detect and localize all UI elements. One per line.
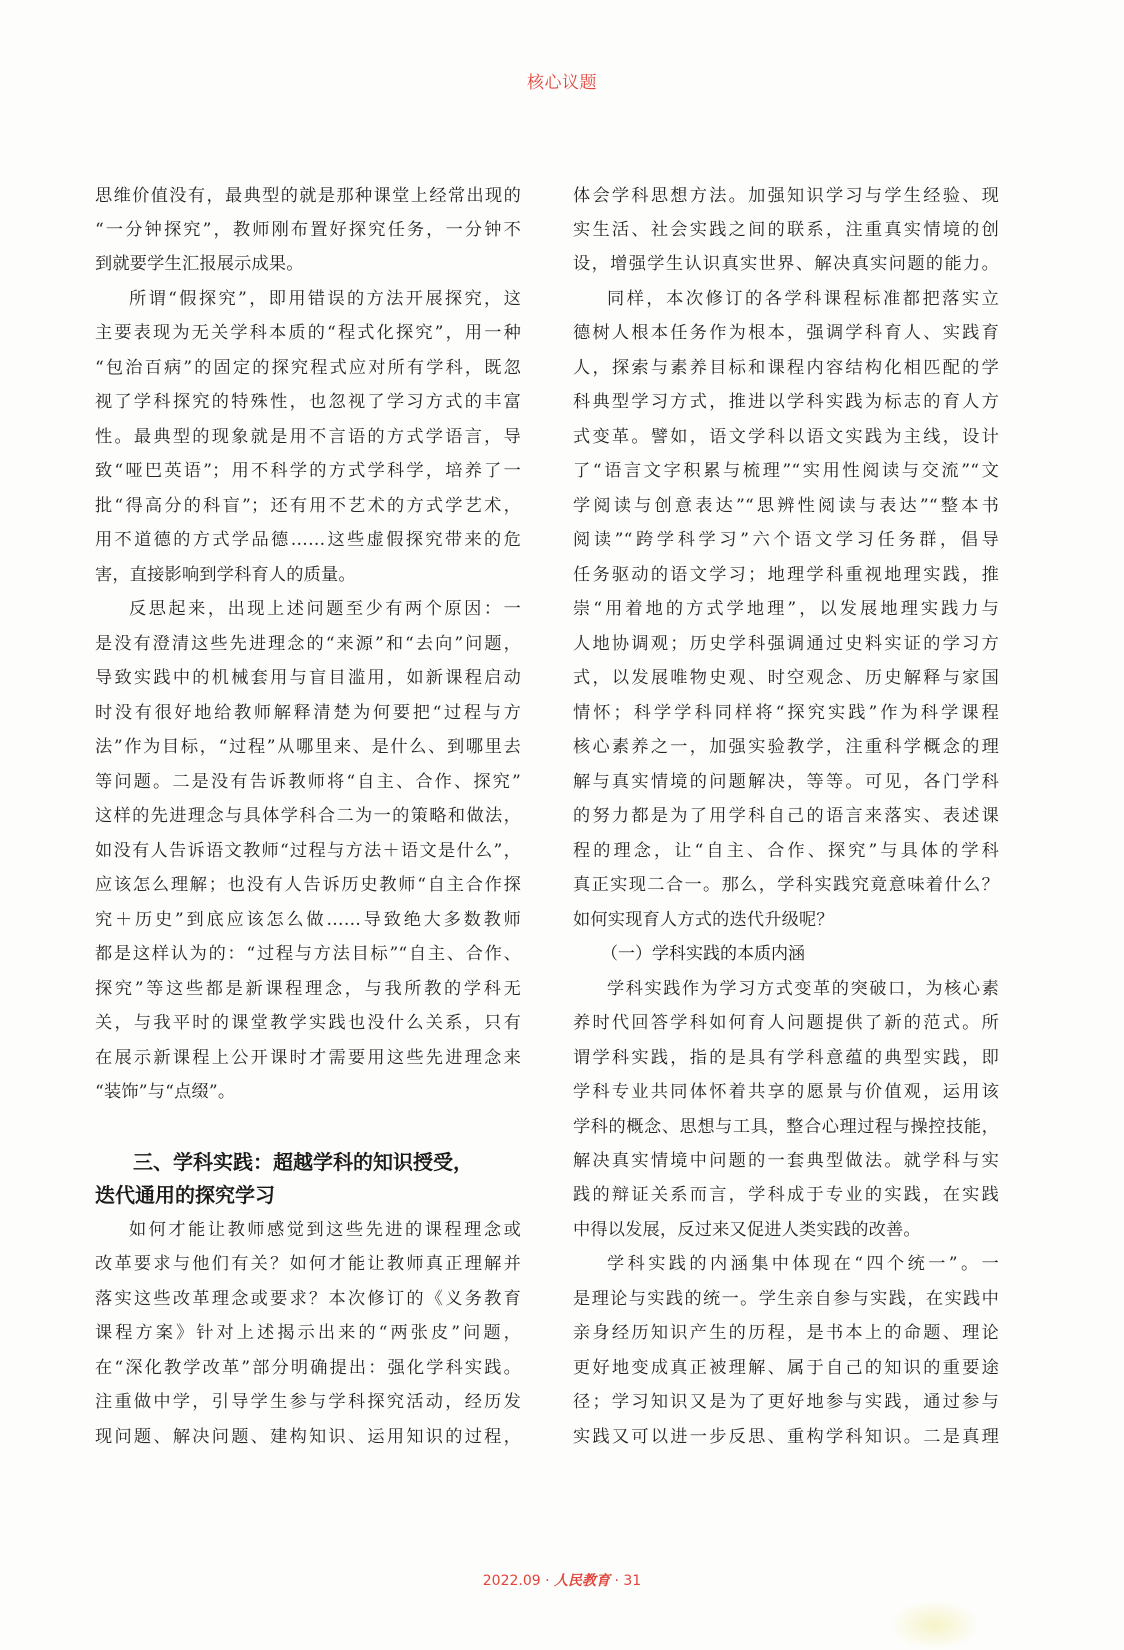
body-line: 改革要求与他们有关？如何才能让教师真正理解并 xyxy=(95,1254,521,1274)
body-line: 批“得高分的科盲”；还有用不艺术的方式学艺术， xyxy=(95,496,521,516)
subsection-heading: （一）学科实践的本质内涵 xyxy=(601,944,805,964)
footer-separator: · xyxy=(614,1573,619,1589)
body-line: 更好地变成真正被理解、属于自己的知识的重要途 xyxy=(573,1358,999,1378)
body-line: 思维价值没有，最典型的就是那种课堂上经常出现的 xyxy=(95,186,521,206)
page-number: 31 xyxy=(623,1573,642,1589)
body-line: 落实这些改革理念或要求？本次修订的《义务教育 xyxy=(95,1289,521,1309)
body-line: 性。最典型的现象就是用不言语的方式学语言，导 xyxy=(95,427,521,447)
body-line: 真正实现二合一。那么，学科实践究竟意味着什么？ xyxy=(573,875,999,895)
body-line: 人，探索与素养目标和课程内容结构化相匹配的学 xyxy=(573,358,999,378)
running-head-section-title: 核心议题 xyxy=(527,73,597,93)
body-line: 探究”等这些都是新课程理念，与我所教的学科无 xyxy=(95,979,521,999)
body-line: 程的理念，让“自主、合作、探究”与具体的学科 xyxy=(573,841,999,861)
body-line: 养时代回答学科如何育人问题提供了新的范式。所 xyxy=(573,1013,999,1033)
body-line: 都是这样认为的：“过程与方法目标”“自主、合作、 xyxy=(95,944,521,964)
body-line: 时没有很好地给教师解释清楚为何要把“过程与方 xyxy=(95,703,521,723)
body-line: 害，直接影响到学科育人的质量。 xyxy=(95,565,356,585)
body-line: 式变革。譬如，语文学科以语文实践为主线，设计 xyxy=(573,427,999,447)
section-heading-line-1: 三、学科实践：超越学科的知识授受， xyxy=(133,1150,473,1174)
body-line: 到就要学生汇报展示成果。 xyxy=(95,254,304,274)
body-line: 导致实践中的机械套用与盲目滥用，如新课程启动 xyxy=(95,668,521,688)
body-line: 究＋历史”到底应该怎么做……导致绝大多数教师 xyxy=(95,910,521,930)
body-line: “一分钟探究”，教师刚布置好探究任务，一分钟不 xyxy=(95,220,521,240)
body-line: 了“语言文字积累与梳理”“实用性阅读与交流”“文 xyxy=(573,461,999,481)
body-line: 人地协调观；历史学科强调通过史料实证的学习方 xyxy=(573,634,999,654)
body-line: 核心素养之一，加强实验教学，注重科学概念的理 xyxy=(573,737,999,757)
body-line: 情怀；科学学科同样将“探究实践”作为科学课程 xyxy=(573,703,999,723)
body-line: 所谓“假探究”，即用错误的方法开展探究，这 xyxy=(129,289,521,309)
body-line: 任务驱动的语文学习；地理学科重视地理实践，推 xyxy=(573,565,999,585)
body-line: 设，增强学生认识真实世界、解决真实问题的能力。 xyxy=(573,254,999,274)
body-line: 学科实践的内涵集中体现在“四个统一”。一 xyxy=(607,1254,999,1274)
section-heading-line-2: 迭代通用的探究学习 xyxy=(95,1183,275,1207)
body-line: 如没有人告诉语文教师“过程与方法＋语文是什么”， xyxy=(95,841,521,861)
body-line: 注重做中学，引导学生参与学科探究活动，经历发 xyxy=(95,1392,521,1412)
body-line: 如何实现育人方式的迭代升级呢？ xyxy=(573,910,834,930)
body-line: 崇“用着地的方式学地理”，以发展地理实践力与 xyxy=(573,599,999,619)
page-footer xyxy=(0,1570,1124,1590)
body-line: 阅读”“跨学科学习”六个语文学习任务群，倡导 xyxy=(573,530,999,550)
footer-separator: · xyxy=(545,1573,550,1589)
body-line: “包治百病”的固定的探究程式应对所有学科，既忽 xyxy=(95,358,521,378)
body-line: 径；学习知识又是为了更好地参与实践，通过参与 xyxy=(573,1392,999,1412)
body-line: 反思起来，出现上述问题至少有两个原因：一 xyxy=(129,599,521,619)
body-line: 主要表现为无关学科本质的“程式化探究”，用一种 xyxy=(95,323,521,343)
body-line: 在“深化教学改革”部分明确提出：强化学科实践。 xyxy=(95,1358,521,1378)
body-line: 等问题。二是没有告诉教师将“自主、合作、探究” xyxy=(95,772,521,792)
body-line: 亲身经历知识产生的历程，是书本上的命题、理论 xyxy=(573,1323,999,1343)
body-line: 法”作为目标，“过程”从哪里来、是什么、到哪里去 xyxy=(95,737,521,757)
body-line: 同样，本次修订的各学科课程标准都把落实立 xyxy=(607,289,999,309)
body-line: 用不道德的方式学品德……这些虚假探究带来的危 xyxy=(95,530,521,550)
body-line: 这样的先进理念与具体学科合二为一的策略和做法， xyxy=(95,806,521,826)
body-line: 是理论与实践的统一。学生亲自参与实践，在实践中 xyxy=(573,1289,999,1309)
body-line: 式，以发展唯物史观、时空观念、历史解释与家国 xyxy=(573,668,999,688)
body-line: 体会学科思想方法。加强知识学习与学生经验、现 xyxy=(573,186,999,206)
body-line: 实践又可以进一步反思、重构学科知识。二是真理 xyxy=(573,1427,999,1447)
body-line: 视了学科探究的特殊性，也忽视了学习方式的丰富 xyxy=(95,392,521,412)
body-line: 中得以发展，反过来又促进人类实践的改善。 xyxy=(573,1220,921,1240)
body-line: 学科专业共同体怀着共享的愿景与价值观，运用该 xyxy=(573,1082,999,1102)
body-line: 课程方案》针对上述揭示出来的“两张皮”问题， xyxy=(95,1323,521,1343)
body-line: 科典型学习方式，推进以学科实践为标志的育人方 xyxy=(573,392,999,412)
issue-date: 2022.09 xyxy=(482,1573,541,1589)
body-line: 谓学科实践，指的是具有学科意蕴的典型实践，即 xyxy=(573,1048,999,1068)
paper-stain-decoration xyxy=(890,1600,980,1650)
body-line: 的努力都是为了用学科自己的语言来落实、表述课 xyxy=(573,806,999,826)
body-line: 解与真实情境的问题解决，等等。可见，各门学科 xyxy=(573,772,999,792)
body-line: 解决真实情境中问题的一套典型做法。就学科与实 xyxy=(573,1151,999,1171)
body-line: 在展示新课程上公开课时才需要用这些先进理念来 xyxy=(95,1048,521,1068)
body-line: “装饰”与“点缀”。 xyxy=(95,1082,236,1102)
body-line: 是没有澄清这些先进理念的“来源”和“去向”问题， xyxy=(95,634,521,654)
body-line: 践的辩证关系而言，学科成于专业的实践，在实践 xyxy=(573,1185,999,1205)
body-line: 现问题、解决问题、建构知识、运用知识的过程， xyxy=(95,1427,521,1447)
body-line: 学科的概念、思想与工具，整合心理过程与操控技能， xyxy=(573,1117,999,1137)
body-line: 如何才能让教师感觉到这些先进的课程理念或 xyxy=(129,1220,521,1240)
body-line: 实生活、社会实践之间的联系，注重真实情境的创 xyxy=(573,220,999,240)
journal-name: 人民教育 xyxy=(554,1573,611,1589)
body-line: 关，与我平时的课堂教学实践也没什么关系，只有 xyxy=(95,1013,521,1033)
body-line: 学阅读与创意表达”“思辨性阅读与表达”“整本书 xyxy=(573,496,999,516)
body-line: 德树人根本任务作为根本，强调学科育人、实践育 xyxy=(573,323,999,343)
body-line: 应该怎么理解；也没有人告诉历史教师“自主合作探 xyxy=(95,875,521,895)
body-line: 学科实践作为学习方式变革的突破口，为核心素 xyxy=(607,979,999,999)
body-line: 致“哑巴英语”；用不科学的方式学科学，培养了一 xyxy=(95,461,521,481)
